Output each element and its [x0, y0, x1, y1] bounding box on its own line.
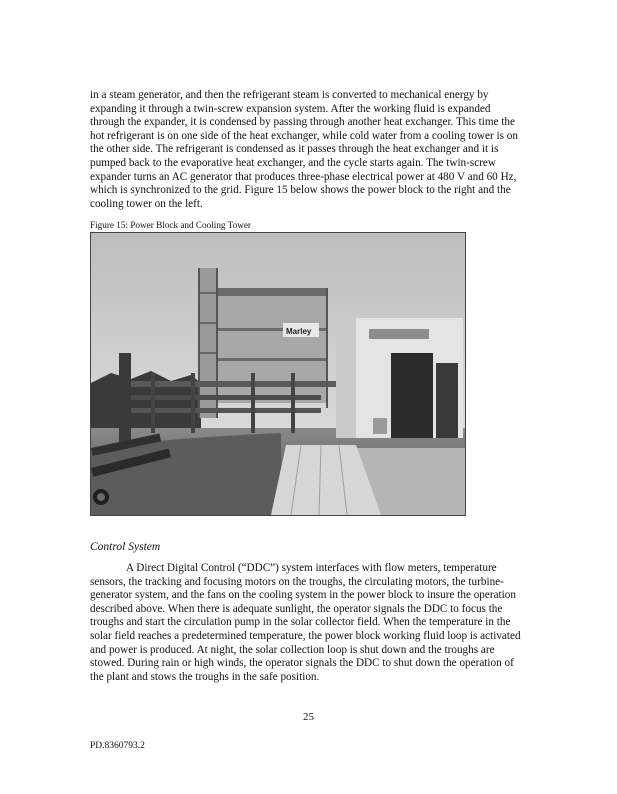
paragraph-line: pumped back to the evaporative heat exchanger, and the cycle starts again. The twin-screw: [90, 156, 496, 169]
paragraph-line: hot refrigerant is on one side of the heat exchanger, while cold water from a cooling tower is on: [90, 129, 518, 142]
body-paragraph-1: [90, 89, 538, 211]
paragraph-line: generator system, and the fans on the cooling system in the power block to insure the operation: [90, 589, 516, 602]
page-number: 25: [303, 711, 314, 723]
paragraph-line: which is synchronized to the grid. Figure 15 below shows the power block to the right and the: [90, 184, 511, 197]
paragraph-line: stowed. During rain or high winds, the operator signals the DDC to shut down the operation of: [90, 657, 514, 670]
body-paragraph-2: [90, 562, 538, 684]
paragraph-line: solar field reaches a predetermined temperature, the power block working fluid loop is activated: [90, 629, 521, 642]
paragraph-line: through the expander, it is condensed by passing through another heat exchanger. This time the: [90, 116, 515, 129]
paragraph-line: the plant and stows the troughs in the safe position.: [90, 670, 320, 683]
paragraph-line: described above. When there is adequate sunlight, the operator signals the DDC to focus the: [90, 602, 503, 615]
paragraph-line: cooling tower on the left.: [90, 197, 203, 210]
power-block-photo: [90, 232, 466, 516]
paragraph-line: troughs and start the circulation pump in the solar collector field. When the temperature in the: [90, 616, 511, 629]
document-id: PD.8360793.2: [90, 741, 145, 751]
paragraph-line: in a steam generator, and then the refrigerant steam is converted to mechanical energy by: [90, 89, 489, 101]
section-heading-control-system: Control System: [90, 541, 161, 553]
paragraph-line: and power is produced. At night, the solar collection loop is shut down and the troughs are: [90, 643, 495, 656]
paragraph-line: sensors, the tracking and focusing motors on the troughs, the circulating motors, the turbine-: [90, 575, 504, 588]
paragraph-line: A Direct Digital Control (“DDC”) system interfaces with flow meters, temperature: [126, 562, 497, 574]
marley-sign: Marley: [286, 327, 312, 336]
paragraph-line: expander turns an AC generator that produces three-phase electrical power at 480 V and 60 Hz,: [90, 170, 517, 183]
paragraph-line: expanding it through a twin-screw expansion system. After the working fluid is expanded: [90, 102, 491, 115]
figure-caption: Figure 15: Power Block and Cooling Tower: [90, 220, 251, 230]
paragraph-line: the other side. The refrigerant is condensed as it passes through the heat exchanger and it is: [90, 143, 499, 156]
